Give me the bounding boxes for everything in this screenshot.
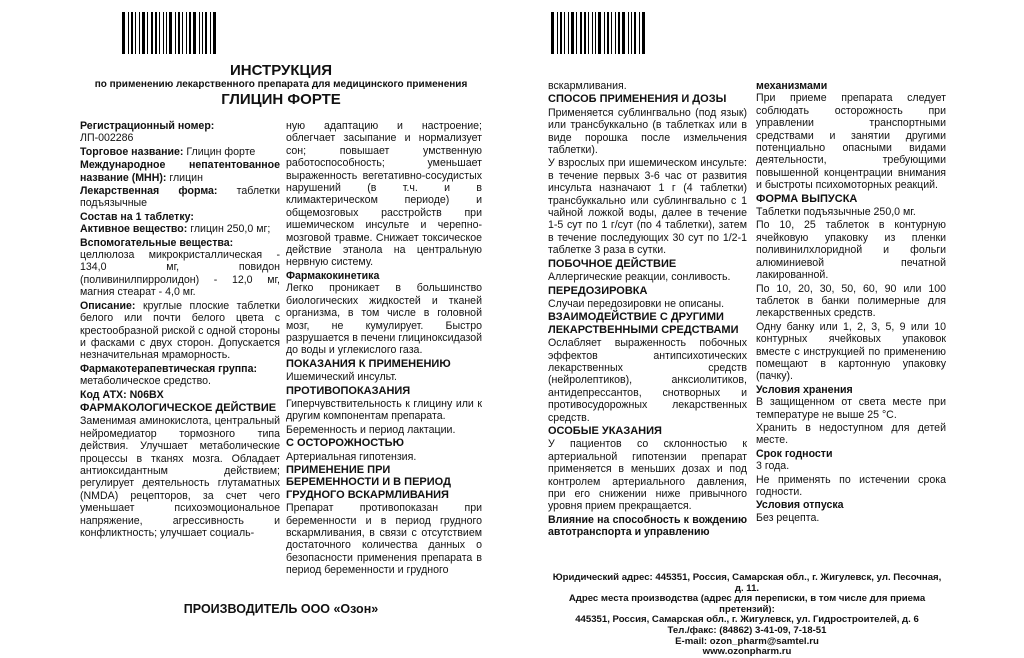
barcode-bar: [213, 12, 216, 54]
pharmacology-text: Заменимая аминокислота, центральный нейромедиатор тормозного типа действия. Улучшает метаболические процессы в тканях мозга. Обладает антиоксидантным действием; регулирует деятельность глутаматных (NMDA) рецепторов, за счет чего уменьшает психоэмоциональное напряжение, агрессивность и конфликтность; улучшает социаль-: [80, 415, 280, 539]
text-column-2: [286, 120, 482, 578]
barcode-bar: [592, 12, 593, 54]
barcode-bar: [568, 12, 569, 54]
contraindications-heading: ПРОТИВОПОКАЗАНИЯ: [286, 384, 411, 397]
overdose-heading: ПЕРЕДОЗИРОВКА: [548, 284, 648, 297]
barcode-bar: [151, 12, 153, 54]
barcode-bar: [186, 12, 187, 54]
barcode-bar: [163, 12, 164, 54]
interaction-text: Ослабляет выраженность побочных эффектов антипсихотических лекарственных средств (нейролептиков), анксиолитиков, антидепрессантов, снотворных и противосудорожных лекарственных средств.: [548, 337, 747, 424]
pharmacology-heading: ФАРМАКОЛОГИЧЕСКОЕ ДЕЙСТВИЕ: [80, 401, 277, 414]
active-value: глицин 250,0 мг;: [190, 223, 271, 236]
barcode-bar: [159, 12, 160, 54]
barcode-bar: [128, 12, 129, 54]
inn-value: глицин: [169, 171, 203, 184]
barcode-bar: [551, 12, 554, 54]
description-label: Описание:: [80, 299, 136, 312]
atc-code: Код АТХ: N06BX: [80, 388, 164, 401]
inn: [80, 159, 280, 184]
barcode-bar: [135, 12, 136, 54]
side-effects-text: Аллергические реакции, сонливость.: [548, 271, 731, 284]
pregnancy-heading: ПРИМЕНЕНИЕ ПРИ БЕРЕМЕННОСТИ И В ПЕРИОД ГРУДНОГО ВСКАРМЛИВАНИЯ: [286, 463, 451, 501]
barcode-bar: [584, 12, 586, 54]
footer-address: [548, 573, 946, 658]
active-label: Активное вещество:: [80, 223, 188, 236]
barcode-bar: [564, 12, 565, 54]
reg-value: ЛП-002286: [80, 132, 134, 145]
barcode-bar: [189, 12, 191, 54]
trade-label: Торговое название:: [80, 145, 184, 158]
storage-text-2: Хранить в недоступном для детей месте.: [756, 421, 946, 447]
release-form-text-4: Одну банку или 1, 2, 3, 5, 9 или 10 контурных ячейковых упаковок вместе с инструкцией по применению помещают в картонную упаковку (пачку).: [756, 320, 946, 383]
barcode-bar: [628, 12, 629, 54]
overdose-text: Случаи передозировки не описаны.: [548, 297, 725, 310]
reg-label: Регистрационный номер:: [80, 120, 215, 132]
barcode-bar: [169, 12, 172, 54]
text-column-1: [80, 120, 280, 540]
barcode-bar: [615, 12, 616, 54]
indications-heading: ПОКАЗАНИЯ К ПРИМЕНЕНИЮ: [286, 357, 451, 370]
form-label: Лекарственная форма:: [80, 185, 218, 198]
description-value: круглые плоские таблетки белого или почти белого цвета с крестообразной риской с одной стороны и фасками с двух сторон. Допускается незначительная мраморность.: [80, 299, 281, 362]
barcode-icon: [122, 12, 218, 54]
composition-label: Состав на 1 таблетку:: [80, 210, 194, 223]
contraindications-text-2: Беременность и период лактации.: [286, 423, 456, 436]
release-form-heading: ФОРМА ВЫПУСКА: [756, 192, 858, 205]
special-instructions-heading: ОСОБЫЕ УКАЗАНИЯ: [548, 424, 662, 437]
side-effects-heading: ПОБОЧНОЕ ДЕЙСТВИЕ: [548, 257, 677, 270]
dosage-text-1: Применяется сублингвально (под язык) или трансбуккально (в таблетках или в виде порошка после измельчения таблетки).: [548, 106, 747, 157]
text-column-3: [548, 80, 747, 539]
barcode-bar: [202, 12, 203, 54]
barcode-bar: [622, 12, 625, 54]
barcode-bar: [595, 12, 596, 54]
barcode-bar: [175, 12, 176, 54]
barcode-bar: [193, 12, 196, 54]
barcode-bar: [166, 12, 167, 54]
release-form-text-1: Таблетки подъязычные 250,0 мг.: [756, 206, 916, 219]
contraindications-text-1: Гиперчувствительность к глицину или к другим компонентам препарата.: [286, 397, 482, 423]
footer-line-5: E-mail: ozon_pharm@samtel.ru: [675, 635, 819, 647]
barcode-bar: [631, 12, 632, 54]
dispense-text: Без рецепта.: [756, 511, 820, 524]
barcode-bar: [560, 12, 562, 54]
driving-text: При приеме препарата следует соблюдать осторожность при управлении транспортными средствами и занятии другими потенциально опасными видами деятельности, требующими повышенной концентрации внимания и быстроты психомоторных реакций.: [756, 92, 946, 192]
pharmacology-continued: ную адаптацию и настроение; облегчает засыпание и нормализует сон; повышает умственную работоспособность; уменьшает выраженность вегетативно-сосудистых нарушений (в т.ч. и в климактерическом периоде) и общемозговых расстройств при ишемическом инсульте и черепно-мозговой травме. Снижает токсическое действие этанола на центральную нервную систему.: [286, 120, 482, 269]
trade-value: Глицин форте: [186, 145, 256, 158]
driving-heading: Влияние на способность к вождению автотранспорта и управлению: [548, 513, 747, 539]
barcode-icon: [551, 12, 647, 54]
form-value: таблетки подъязычные: [80, 185, 280, 210]
text-column-4: [756, 80, 946, 525]
drug-name: ГЛИЦИН ФОРТЕ: [221, 91, 341, 108]
active-substance: [80, 223, 280, 235]
barcode-bar: [210, 12, 211, 54]
storage-heading: Условия хранения: [756, 383, 853, 396]
barcode-bar: [598, 12, 601, 54]
shelf-life-heading: Срок годности: [756, 447, 833, 460]
inn-label: Международное непатентованное название (МНН):: [80, 159, 280, 184]
barcode-bar: [576, 12, 577, 54]
barcode-bar: [142, 12, 145, 54]
footer-line-1: Юридический адрес: 445351, Россия, Самарская обл., г. Жигулевск, ул. Песочная, д. 11.: [552, 572, 942, 594]
excipients-value: целлюлоза микрокристаллическая - 134,0 мг, повидон (поливинилпирролидон) - 12,0 мг, магния стеарат - 4,0 мг.: [80, 249, 280, 299]
pregnancy-continued: вскармливания.: [548, 80, 627, 92]
pregnancy-text: Препарат противопоказан при беременности и в период грудного вскармливания, в связи с отсутствием достаточного количества данных о безопасности применения препарата в период беременности и грудного: [286, 502, 482, 577]
barcode-bar: [604, 12, 605, 54]
dispense-heading: Условия отпуска: [756, 499, 844, 512]
interaction-heading: ВЗАИМОДЕЙСТВИЕ С ДРУГИМИ ЛЕКАРСТВЕННЫМИ СРЕДСТВАМИ: [548, 311, 739, 336]
footer-line-2: Адрес места производства (адрес для переписки, в том числе для приема претензий):: [568, 593, 926, 615]
barcode-bar: [639, 12, 640, 54]
excipients-label: Вспомогательные вещества:: [80, 236, 234, 249]
barcode-bar: [611, 12, 612, 54]
special-instructions-text: У пациентов со склонностью к артериальной гипотензии препарат применяется в меньших дозах и под контролем артериального давления, при его снижении ниже привычного уровня прием прекращается.: [548, 438, 747, 513]
manufacturer: ПРОИЗВОДИТЕЛЬ ООО «Озон»: [183, 602, 379, 616]
trade-name: [80, 146, 280, 158]
shelf-life-text-2: Не применять по истечении срока годности.: [756, 473, 946, 498]
barcode-bar: [580, 12, 582, 54]
caution-text: Артериальная гипотензия.: [286, 450, 417, 463]
pk-text: Легко проникает в большинство биологических жидкостей и тканей организма, в том числе в головной мозг, не кумулирует. Быстро разрушается в печени глицинокcидазой до воды и углекислого газа.: [286, 282, 483, 357]
dosage-form: [80, 185, 280, 210]
footer-line-3: 445351, Россия, Самарская обл., г. Жигулевск, ул. Гидростроителей, д. 6: [575, 614, 919, 626]
barcode-bar: [205, 12, 207, 54]
barcode-bar: [155, 12, 157, 54]
dosage-text-2: У взрослых при ишемическом инсульте: в течение первых 3-6 час от развития инсульта назначают 1 г (4 таблетки) трансбуккально или сублингвально с 1 чайной ложкой воды, далее в течение 1-5 сут по 1 г/сут (по 4 таблетки), затем в течение последующих 30 сут по 1/2-1 таблетке 3 раза в сутки.: [548, 157, 747, 257]
shelf-life-text-1: 3 года.: [756, 460, 790, 473]
pk-heading: Фармакокинетика: [286, 269, 380, 282]
barcode-bar: [607, 12, 609, 54]
barcode-bar: [571, 12, 574, 54]
document-title: ИНСТРУКЦИЯ: [229, 62, 333, 79]
pharmgroup-label: Фармакотерапевтическая группа:: [80, 362, 257, 375]
document-subtitle: по применению лекарственного препарата для медицинского применения: [94, 79, 468, 90]
barcode-bar: [642, 12, 645, 54]
description: [80, 300, 280, 362]
driving-heading-continued: механизмами: [756, 80, 828, 92]
barcode-bar: [122, 12, 125, 54]
storage-text-1: В защищенном от света месте при температуре не выше 25 °С.: [756, 396, 946, 421]
footer-line-4: Тел./факс: (84862) 3-41-09, 7-18-51: [667, 624, 827, 636]
pharmgroup-value: метаболическое средство.: [80, 375, 211, 388]
barcode-bar: [147, 12, 148, 54]
footer-line-6: www.ozonpharm.ru: [702, 646, 792, 658]
dosage-heading: СПОСОБ ПРИМЕНЕНИЯ И ДОЗЫ: [548, 93, 727, 106]
barcode-bar: [588, 12, 589, 54]
barcode-bar: [178, 12, 180, 54]
caution-heading: С ОСТОРОЖНОСТЬЮ: [286, 437, 404, 450]
barcode-bar: [634, 12, 636, 54]
barcode-bar: [182, 12, 183, 54]
indications-text: Ишемический инсульт.: [286, 371, 397, 384]
document-header: [80, 62, 482, 109]
barcode-bar: [557, 12, 558, 54]
barcode-bar: [131, 12, 133, 54]
barcode-bar: [199, 12, 200, 54]
barcode-bar: [139, 12, 140, 54]
release-form-text-2: По 10, 25 таблеток в контурную ячейковую упаковку из пленки поливинилхлоридной и фольги алюминиевой печатной лакированной.: [756, 219, 946, 282]
release-form-text-3: По 10, 20, 30, 50, 60, 90 или 100 таблеток в банки полимерные для лекарственных средств.: [756, 282, 946, 320]
barcode-bar: [618, 12, 620, 54]
